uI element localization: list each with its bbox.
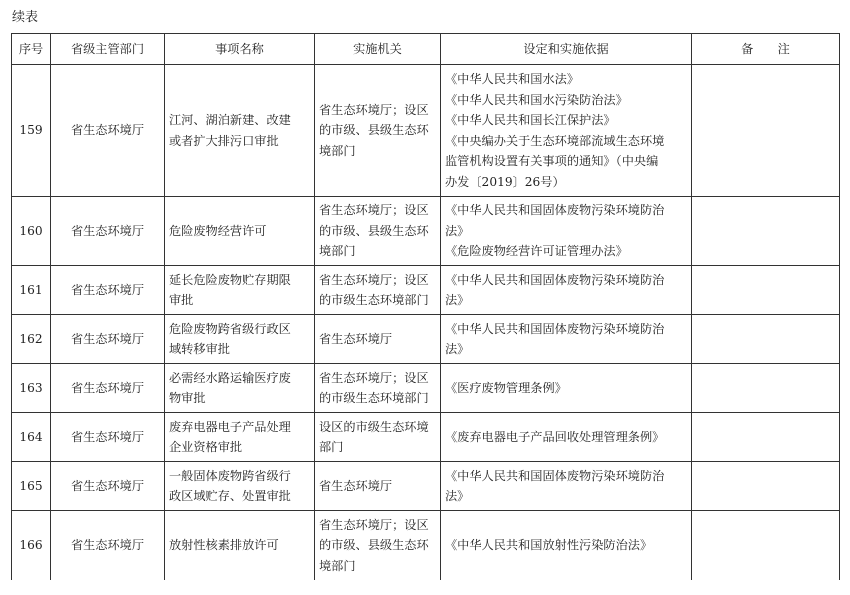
row-legal-basis-line: 办发〔2019〕26号） [445,174,565,189]
table-row [12,364,840,413]
row-agency-line: 的市级生态环境部门 [319,293,429,307]
row-item-name [165,315,315,364]
row-legal-basis [441,65,692,197]
row-legal-basis-line: 《中华人民共和国水法》 [445,72,580,86]
table-row [12,315,840,364]
row-legal-basis-line: 《医疗废物管理条例》 [445,380,567,395]
row-agency-line: 设区的市级生态环境 [319,419,429,434]
row-agency-line: 境部门 [319,558,356,573]
row-legal-basis-line: 法》 [445,342,470,356]
row-legal-basis [441,413,692,462]
row-number: 162 [12,315,51,364]
row-item-name-line: 一般固体废物跨省级行 [169,468,291,483]
row-agency-line: 境部门 [319,244,356,259]
row-remark [692,65,840,197]
row-item-name-line: 放射性核素排放许可 [169,538,279,552]
row-item-name-line: 政区域贮存、处置审批 [169,489,291,503]
row-agency [315,266,441,315]
row-item-name [165,364,315,413]
row-department: 省生态环境厅 [51,413,165,462]
row-agency [315,511,441,580]
row-department: 省生态环境厅 [51,364,165,413]
row-item-name [165,462,315,511]
row-remark [692,197,840,266]
row-legal-basis [441,511,692,580]
row-agency-line: 部门 [319,440,344,454]
row-agency-line: 省生态环境厅；设区 [319,517,429,532]
row-remark [692,266,840,315]
row-remark [692,511,840,580]
row-item-name [165,413,315,462]
row-number: 159 [12,65,51,197]
row-agency-line: 的市级生态环境部门 [319,391,429,405]
row-item-name [165,197,315,266]
row-legal-basis [441,315,692,364]
row-agency [315,65,441,197]
row-agency [315,462,441,511]
row-legal-basis-line: 《危险废物经营许可证管理办法》 [445,244,628,259]
row-department: 省生态环境厅 [51,197,165,266]
row-item-name-line: 危险废物跨省级行政区 [169,321,291,336]
header-no: 序号 [12,34,51,65]
row-item-name-line: 企业资格审批 [169,440,243,454]
header-remark: 备 注 [692,34,840,65]
row-legal-basis-line: 监管机构设置有关事项的通知》（中央编 [445,154,659,168]
row-legal-basis-line: 《中央编办关于生态环境部流域生态环境 [445,133,665,148]
row-legal-basis [441,197,692,266]
row-legal-basis-line: 《中华人民共和国固体废物污染环境防治 [445,321,665,336]
header-agency: 实施机关 [315,34,441,65]
approval-items-table [11,33,840,580]
row-item-name [165,266,315,315]
row-legal-basis [441,462,692,511]
row-department: 省生态环境厅 [51,511,165,580]
header-item: 事项名称 [165,34,315,65]
row-number: 163 [12,364,51,413]
row-legal-basis-line: 《中华人民共和国长江保护法》 [445,113,616,127]
row-legal-basis [441,364,692,413]
row-item-name-line: 必需经水路运输医疗废 [169,370,291,385]
row-department: 省生态环境厅 [51,266,165,315]
table-row [12,462,840,511]
row-number: 166 [12,511,51,580]
row-legal-basis-line: 《中华人民共和国放射性污染防治法》 [445,538,653,552]
row-remark [692,364,840,413]
row-agency-line: 省生态环境厅；设区 [319,102,429,117]
row-item-name-line: 废弃电器电子产品处理 [169,419,291,434]
row-agency-line: 的市级、县级生态环 [319,123,429,138]
row-item-name-line: 域转移审批 [169,342,230,356]
row-legal-basis-line: 《中华人民共和国固体废物污染环境防治 [445,272,665,287]
table-header-row [12,34,840,65]
row-agency-line: 的市级、县级生态环 [319,223,429,238]
row-department: 省生态环境厅 [51,315,165,364]
row-legal-basis [441,266,692,315]
row-agency-line: 省生态环境厅；设区 [319,370,429,385]
row-agency-line: 的市级、县级生态环 [319,538,429,552]
row-item-name [165,511,315,580]
row-agency-line: 境部门 [319,143,356,158]
table-row [12,511,840,580]
continued-label: 续表 [12,10,39,25]
row-remark [692,413,840,462]
row-number: 160 [12,197,51,266]
row-item-name-line: 或者扩大排污口审批 [169,133,279,148]
row-item-name-line: 物审批 [169,391,206,405]
row-agency [315,315,441,364]
row-legal-basis-line: 法》 [445,293,470,307]
row-agency-line: 省生态环境厅；设区 [319,203,429,218]
row-department: 省生态环境厅 [51,65,165,197]
row-legal-basis-line: 《中华人民共和国固体废物污染环境防治 [445,468,665,483]
row-legal-basis-line: 《中华人民共和国固体废物污染环境防治 [445,203,665,218]
header-dept: 省级主管部门 [51,34,165,65]
row-number: 164 [12,413,51,462]
row-legal-basis-line: 《废弃电器电子产品回收处理管理条例》 [445,429,665,444]
table-row [12,65,840,197]
row-department: 省生态环境厅 [51,462,165,511]
table-row [12,197,840,266]
row-agency [315,364,441,413]
row-item-name-line: 江河、湖泊新建、改建 [169,113,291,127]
row-legal-basis-line: 法》 [445,223,470,238]
table-row [12,266,840,315]
row-number: 165 [12,462,51,511]
row-agency [315,197,441,266]
row-agency-line: 省生态环境厅 [319,331,393,346]
row-item-name-line: 危险废物经营许可 [169,223,267,238]
row-legal-basis-line: 《中华人民共和国水污染防治法》 [445,92,628,107]
row-item-name [165,65,315,197]
row-item-name-line: 审批 [169,293,194,307]
table-row [12,413,840,462]
row-agency-line: 省生态环境厅；设区 [319,272,429,287]
row-remark [692,462,840,511]
row-item-name-line: 延长危险废物贮存期限 [169,272,291,287]
row-legal-basis-line: 法》 [445,489,470,503]
row-agency [315,413,441,462]
row-number: 161 [12,266,51,315]
header-basis: 设定和实施依据 [441,34,692,65]
row-remark [692,315,840,364]
row-agency-line: 省生态环境厅 [319,478,393,493]
